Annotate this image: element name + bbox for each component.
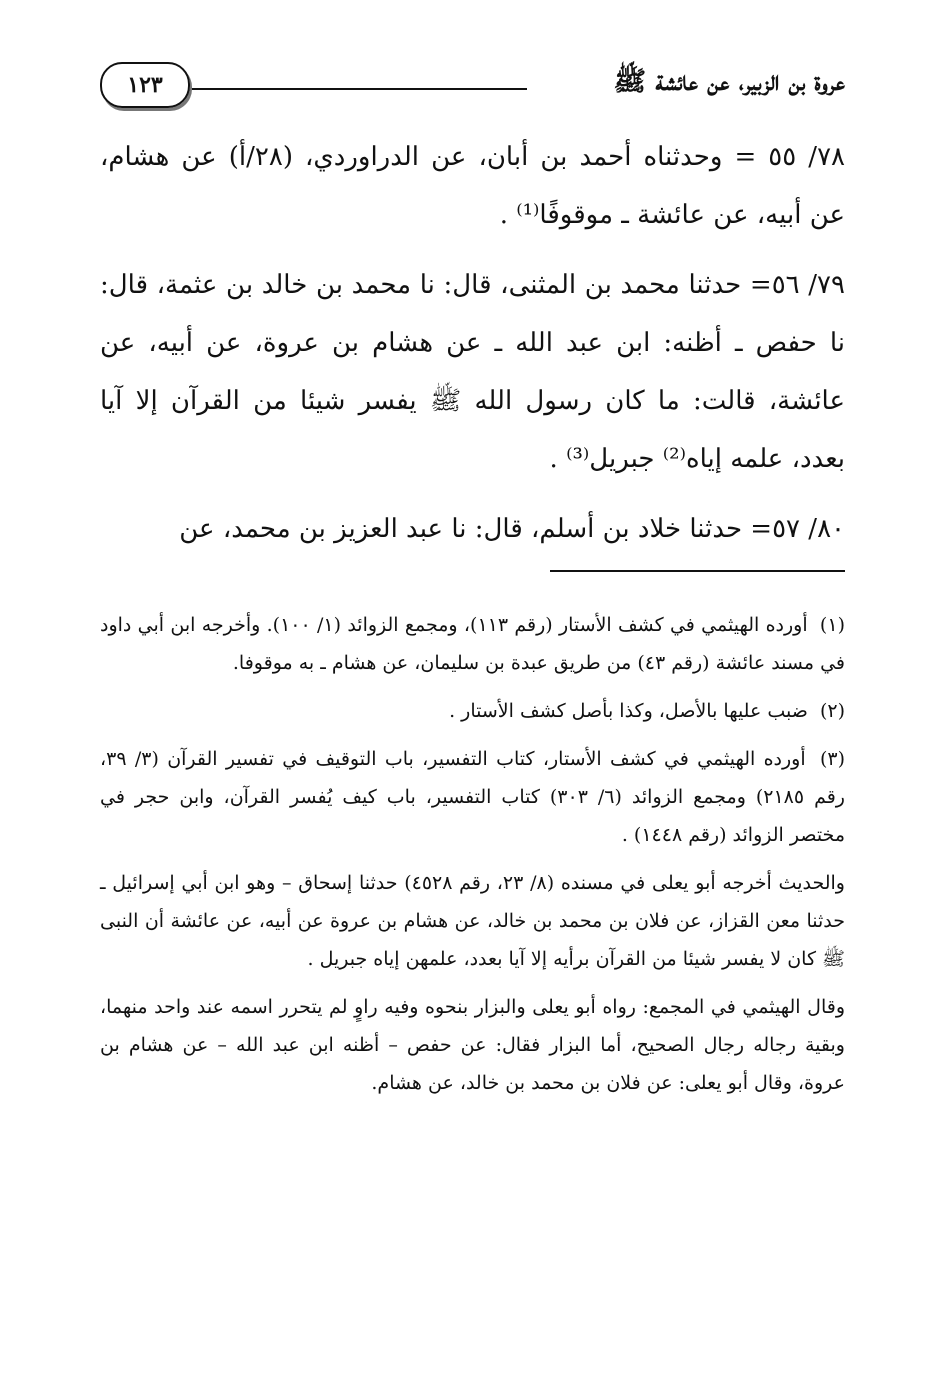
header-title: عروة بن الزبير، عن عائشة ﷺ <box>613 66 845 97</box>
footnote-number: (٢) <box>819 700 845 722</box>
running-header <box>100 62 845 114</box>
footnote-text: أورده الهيثمي في كشف الأستار، كتاب التفسير، باب التوقيف في تفسير القرآن (٣/ ٣٩، رقم ٢١٨٥) ومجمع الزوائد (٦/ ٣٠٣) كتاب التفسير، باب كيف يُفسر القرآن، وابن حجر في مختصر الزوائد (رقم ١٤٤٨) . <box>100 748 845 846</box>
footnotes <box>100 606 845 1112</box>
footnote-number: (١) <box>819 614 845 636</box>
hadith-paragraph-80: ٨٠/ ٥٧= حدثنا خلاد بن أسلم، قال: نا عبد العزيز بن محمد، عن <box>179 514 845 544</box>
header-rule <box>192 88 527 90</box>
hadith-paragraph-78: ٧٨/ ٥٥ = وحدثناه أحمد بن أبان، عن الدراوردي، (٢٨/أ) عن هشام، عن أبيه، عن عائشة ـ موقوفًا⁽¹⁾ . <box>100 142 845 230</box>
footnote-continuation-1: والحديث أخرجه أبو يعلى في مسنده (٨/ ٢٣، رقم ٤٥٢٨) حدثنا إسحاق – وهو ابن أبي إسرائيل ـ حدثنا معن القزاز، عن فلان بن محمد بن خالد، عن هشام بن عروة عن أبيه، عن عائشة أن النبى ﷺ كان لا يفسر شيئا من القرآن برأيه إلا آيا بعدد، علمهن إياه جبريل . <box>100 872 845 970</box>
footnote-3 <box>100 740 845 854</box>
footnote-continuation-2: وقال الهيثمي في المجمع: رواه أبو يعلى والبزار بنحوه وفيه راوٍ لم يتحرر اسمه عند واحد منهما، وبقية رجاله رجال الصحيح، أما البزار فقال: عن حفص – أظنه ابن عبد الله – عن هشام بن عروة، وقال أبو يعلى: عن فلان بن محمد بن خالد، عن هشام. <box>100 996 845 1094</box>
main-text <box>100 128 845 558</box>
page-number-badge: ١٢٣ <box>100 62 190 108</box>
footnote-number: (٣) <box>819 748 845 770</box>
footnote-2 <box>100 692 845 730</box>
footnote-text: أورده الهيثمي في كشف الأستار (رقم ١١٣)، ومجمع الزوائد (١/ ١٠٠). وأخرجه ابن أبي داود في مسند عائشة (رقم ٤٣) من طريق عبدة بن سليمان، عن هشام ـ به موقوفا. <box>100 614 845 674</box>
footnote-text: ضبب عليها بالأصل، وكذا بأصل كشف الأستار . <box>449 700 808 722</box>
footnote-separator <box>550 570 845 572</box>
footnote-1 <box>100 606 845 682</box>
hadith-paragraph-79: ٧٩/ ٥٦= حدثنا محمد بن المثنى، قال: نا محمد بن خالد بن عثمة، قال: نا حفص ـ أظنه: ابن عبد الله ـ عن هشام بن عروة، عن أبيه، عن عائشة، قالت: ما كان رسول الله ﷺ يفسر شيئا من القرآن إلا آيا بعدد، علمه إياه⁽²⁾ جبريل⁽³⁾ . <box>100 270 845 474</box>
